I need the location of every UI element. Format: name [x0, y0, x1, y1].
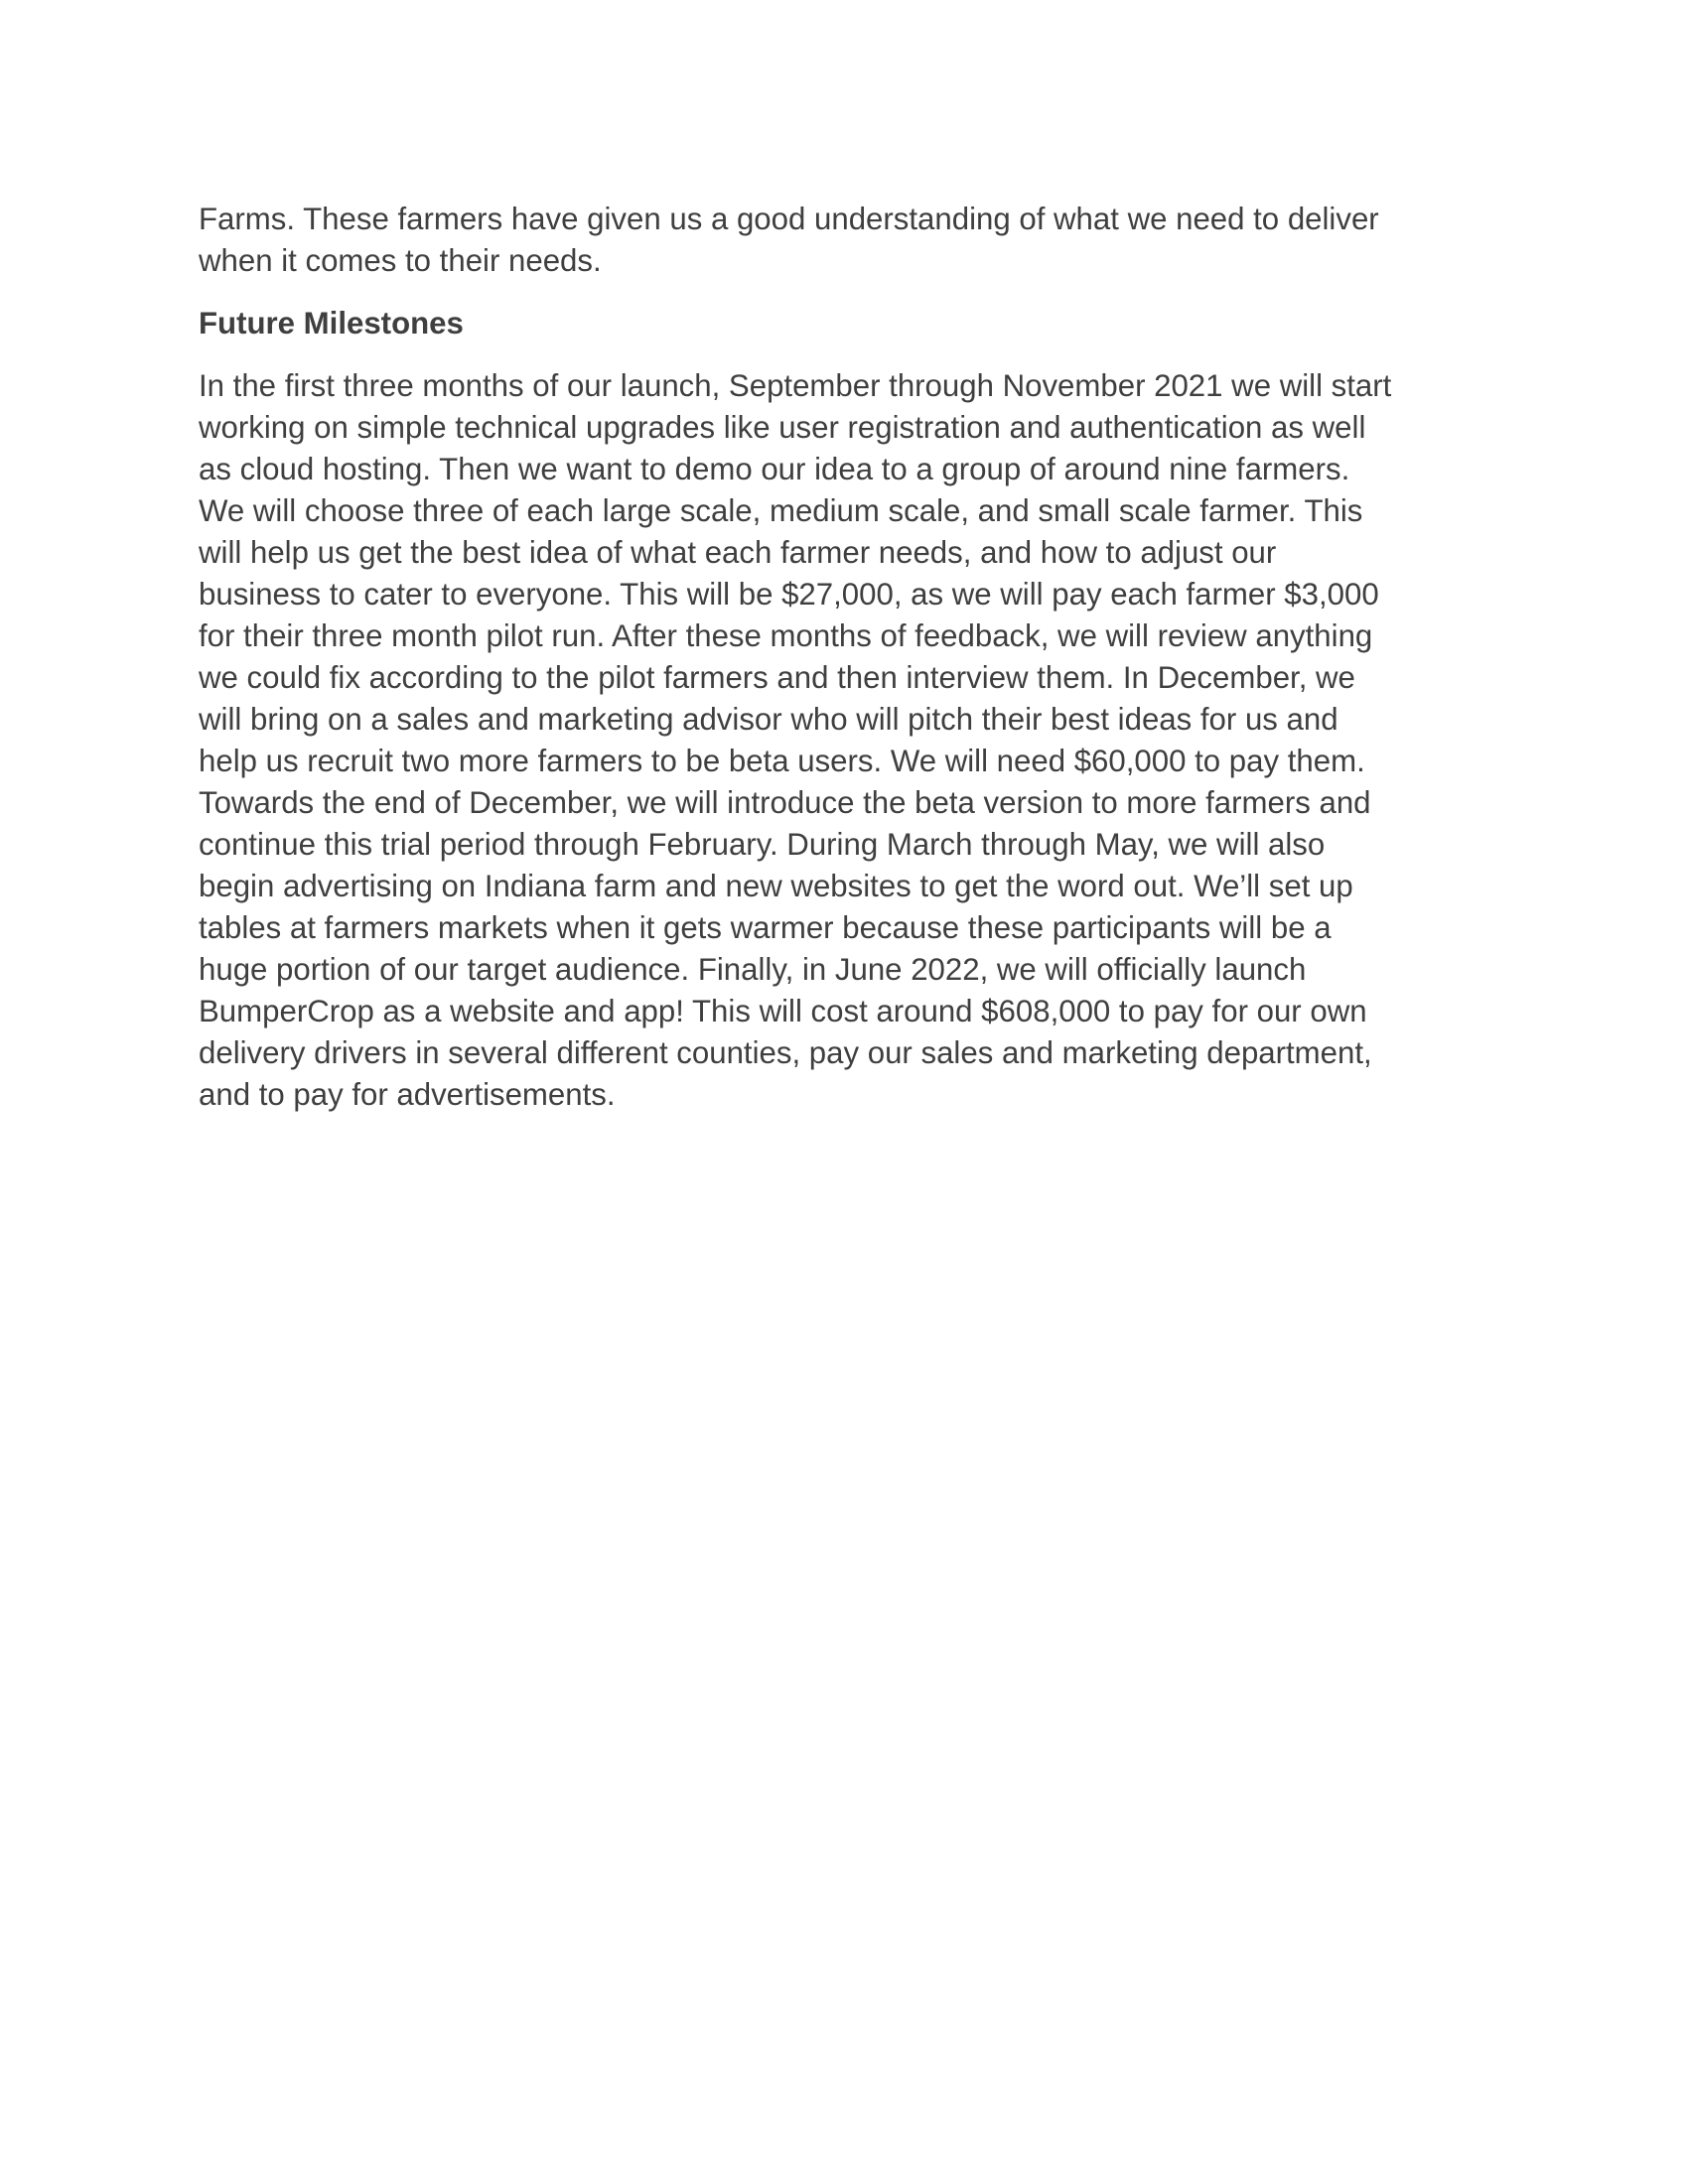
body-line: will bring on a sales and marketing advisor who will pitch their best ideas for us and [199, 702, 1338, 737]
body-line: begin advertising on Indiana farm and new websites to get the word out. We’ll set up [199, 869, 1353, 903]
body-paragraph [199, 365, 1499, 1116]
intro-line: Farms. These farmers have given us a good understanding of what we need to deliver [199, 202, 1379, 236]
body-line: we could fix according to the pilot farmers and then interview them. In December, we [199, 660, 1355, 695]
body-line: and to pay for advertisements. [199, 1077, 616, 1112]
section-heading: Future Milestones [199, 306, 464, 341]
body-line: Towards the end of December, we will introduce the beta version to more farmers and [199, 785, 1371, 820]
body-line: for their three month pilot run. After these months of feedback, we will review anything [199, 618, 1373, 653]
body-line: BumperCrop as a website and app! This will cost around $608,000 to pay for our own [199, 994, 1367, 1028]
intro-paragraph [199, 199, 1499, 282]
body-line: delivery drivers in several different counties, pay our sales and marketing department, [199, 1035, 1372, 1070]
body-line: will help us get the best idea of what each farmer needs, and how to adjust our [199, 535, 1277, 570]
body-line: continue this trial period through February. During March through May, we will also [199, 827, 1326, 862]
body-line: huge portion of our target audience. Finally, in June 2022, we will officially launch [199, 952, 1307, 987]
body-line: business to cater to everyone. This will be $27,000, as we will pay each farmer $3,000 [199, 577, 1379, 612]
body-line: as cloud hosting. Then we want to demo our idea to a group of around nine farmers. [199, 452, 1350, 486]
body-line: In the first three months of our launch, September through November 2021 we will start [199, 368, 1392, 403]
body-line: tables at farmers markets when it gets warmer because these participants will be a [199, 910, 1332, 945]
body-line: We will choose three of each large scale, medium scale, and small scale farmer. This [199, 493, 1363, 528]
body-line: help us recruit two more farmers to be beta users. We will need $60,000 to pay them. [199, 744, 1365, 778]
intro-line: when it comes to their needs. [199, 243, 602, 278]
document-content [199, 199, 1499, 1116]
body-line: working on simple technical upgrades like user registration and authentication as well [199, 410, 1366, 445]
